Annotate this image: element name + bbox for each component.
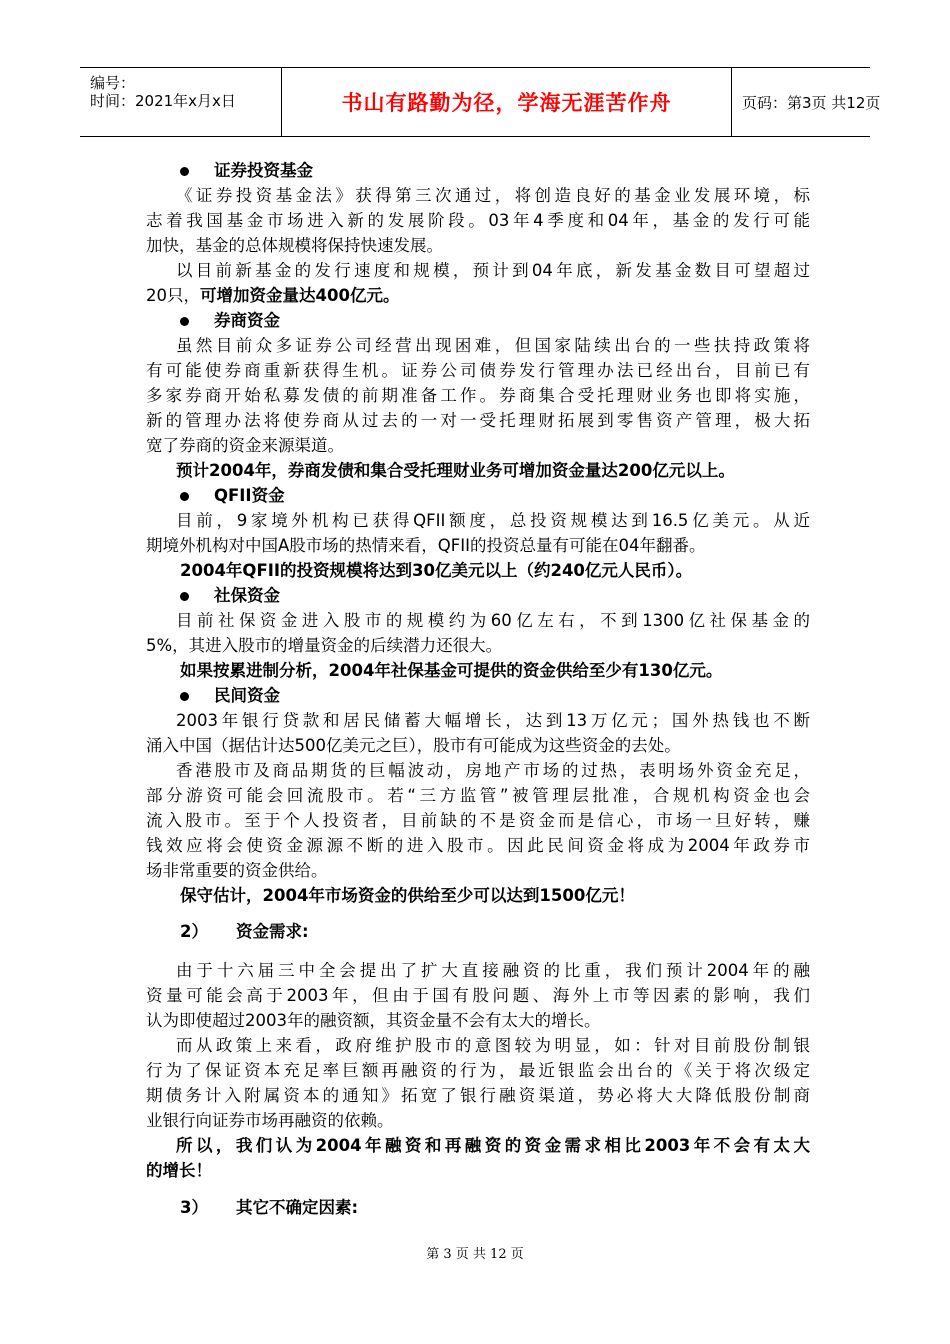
section-title-social-security: 社保资金 — [214, 586, 280, 605]
section-title-securities-fund: 证券投资基金 — [214, 161, 313, 180]
paragraph-line: 有可能使券商重新获得生机。证券公司债券发行管理办法已经出台，目前已有 — [146, 361, 810, 380]
section-title-broker-funds: 券商资金 — [214, 311, 280, 330]
paragraph-line: 多家券商开始私募发债的前期准备工作。券商集合受托理财业务也即将实施， — [146, 386, 810, 405]
paragraph-line: 认为即使超过2003年的融资额，其资金量不会有太大的增长。 — [146, 1011, 601, 1030]
section-title-uncertain-factors: 其它不确定因素: — [236, 1198, 359, 1217]
paragraph-line: 5%，其进入股市的增量资金的后续潜力还很大。 — [146, 636, 503, 655]
paragraph-line: 行为了保证资本充足率巨额再融资的行为，最近银监会出台的《关于将次级定 — [146, 1061, 810, 1080]
paragraph-line: 新的管理办法将使券商从过去的一对一受托理财拓展到零售资产管理，极大拓 — [146, 411, 810, 430]
paragraph-line: 资量可能会高于2003年，但由于国有股问题、海外上市等因素的影响，我们 — [146, 986, 810, 1005]
paragraph-line: 宽了券商的资金来源渠道。 — [146, 436, 344, 455]
paragraph-line: 以目前新基金的发行速度和规模，预计到04年底，新发基金数目可望超过 — [176, 261, 810, 280]
paragraph-line: 期债务计入附属资本的通知》拓宽了银行融资渠道，势必将大大降低股份制商 — [146, 1086, 810, 1105]
paragraph-line: 由于十六届三中全会提出了扩大直接融资的比重，我们预计2004年的融 — [176, 961, 810, 980]
text-run: 20只， — [146, 286, 200, 305]
paragraph-line: 期境外机构对中国A股市场的热情来看，QFII的投资总量有可能在04年翻番。 — [146, 536, 706, 555]
paragraph-line: 业银行向证券市场再融资的依赖。 — [146, 1111, 394, 1130]
paragraph-line: 加快，基金的总体规模将保持快速发展。 — [146, 236, 443, 255]
section-number: 3） — [180, 1198, 208, 1217]
paragraph-line: 虽然目前众多证券公司经营出现困难，但国家陆续出台的一些扶持政策将 — [176, 336, 810, 355]
paragraph-line: 而从政策上来看，政府维护股市的意图较为明显，如：针对目前股份制银 — [176, 1036, 810, 1055]
bullet-icon — [180, 492, 189, 501]
paragraph-line: 流入股市。至于个人投资者，目前缺的不是资金而是信心，市场一旦好转，赚 — [146, 811, 810, 830]
bullet-icon — [180, 167, 189, 176]
header-info-cell — [80, 68, 282, 136]
highlight-text: 可增加资金量达400亿元。 — [200, 286, 400, 305]
document-number-label: 编号： — [90, 74, 136, 92]
header-page-cell — [732, 68, 881, 136]
section-title-capital-demand: 资金需求: — [236, 922, 309, 941]
bullet-icon — [180, 317, 189, 326]
header-motto-cell — [282, 68, 732, 136]
conclusion-text: 保守估计，2004年市场资金的供给至少可以达到1500亿元！ — [180, 886, 635, 905]
bullet-icon — [180, 592, 189, 601]
bullet-icon — [180, 692, 189, 701]
page-header — [80, 67, 881, 137]
paragraph-line: 2003年银行贷款和居民储蓄大幅增长，达到13万亿元；国外热钱也不断 — [176, 711, 810, 730]
conclusion-text: 2004年QFII的投资规模将达到30亿美元以上（约240亿元人民币）。 — [180, 561, 693, 580]
paragraph-line: 涌入中国（据估计达500亿美元之巨），股市有可能成为这些资金的去处。 — [146, 736, 681, 755]
page-footer: 第 3 页 共 12 页 — [426, 1247, 524, 1262]
section-number: 2） — [180, 922, 208, 941]
conclusion-text: 的增长！ — [146, 1161, 212, 1180]
conclusion-text: 预计2004年，券商发债和集合受托理财业务可增加资金量达200亿元以上。 — [176, 461, 735, 480]
header-page-info: 页码：第3页 共12页 — [742, 94, 881, 112]
paragraph-line: 目前社保资金进入股市的规模约为60亿左右，不到1300亿社保基金的 — [176, 611, 810, 630]
paragraph-line: 场非常重要的资金供给。 — [146, 861, 328, 880]
paragraph-line: 钱效应将会使资金源源不断的进入股市。因此民间资金将成为2004年政券市 — [146, 836, 810, 855]
paragraph-line — [146, 284, 399, 308]
paragraph-line: 《证券投资基金法》获得第三次通过，将创造良好的基金业发展环境，标 — [176, 186, 810, 205]
conclusion-text: 所以，我们认为2004年融资和再融资的资金需求相比2003年不会有太大 — [176, 1136, 810, 1155]
document-date: 时间：2021年x月x日 — [90, 92, 236, 110]
paragraph-line: 香港股市及商品期货的巨幅波动，房地产市场的过热，表明场外资金充足， — [176, 761, 810, 780]
conclusion-text: 如果按累进制分析，2004年社保基金可提供的资金供给至少有130亿元。 — [180, 661, 723, 680]
header-motto: 书山有路勤为径，学海无涯苦作舟 — [341, 91, 672, 115]
paragraph-line: 目前，9家境外机构已获得QFII额度，总投资规模达到16.5亿美元。从近 — [176, 511, 810, 530]
section-title-qfii: QFII资金 — [214, 486, 285, 505]
section-title-private-funds: 民间资金 — [214, 686, 280, 705]
paragraph-line: 志着我国基金市场进入新的发展阶段。03年4季度和04年，基金的发行可能 — [146, 211, 810, 230]
paragraph-line: 部分游资可能会回流股市。若“三方监管”被管理层批准，合规机构资金也会 — [146, 786, 810, 805]
